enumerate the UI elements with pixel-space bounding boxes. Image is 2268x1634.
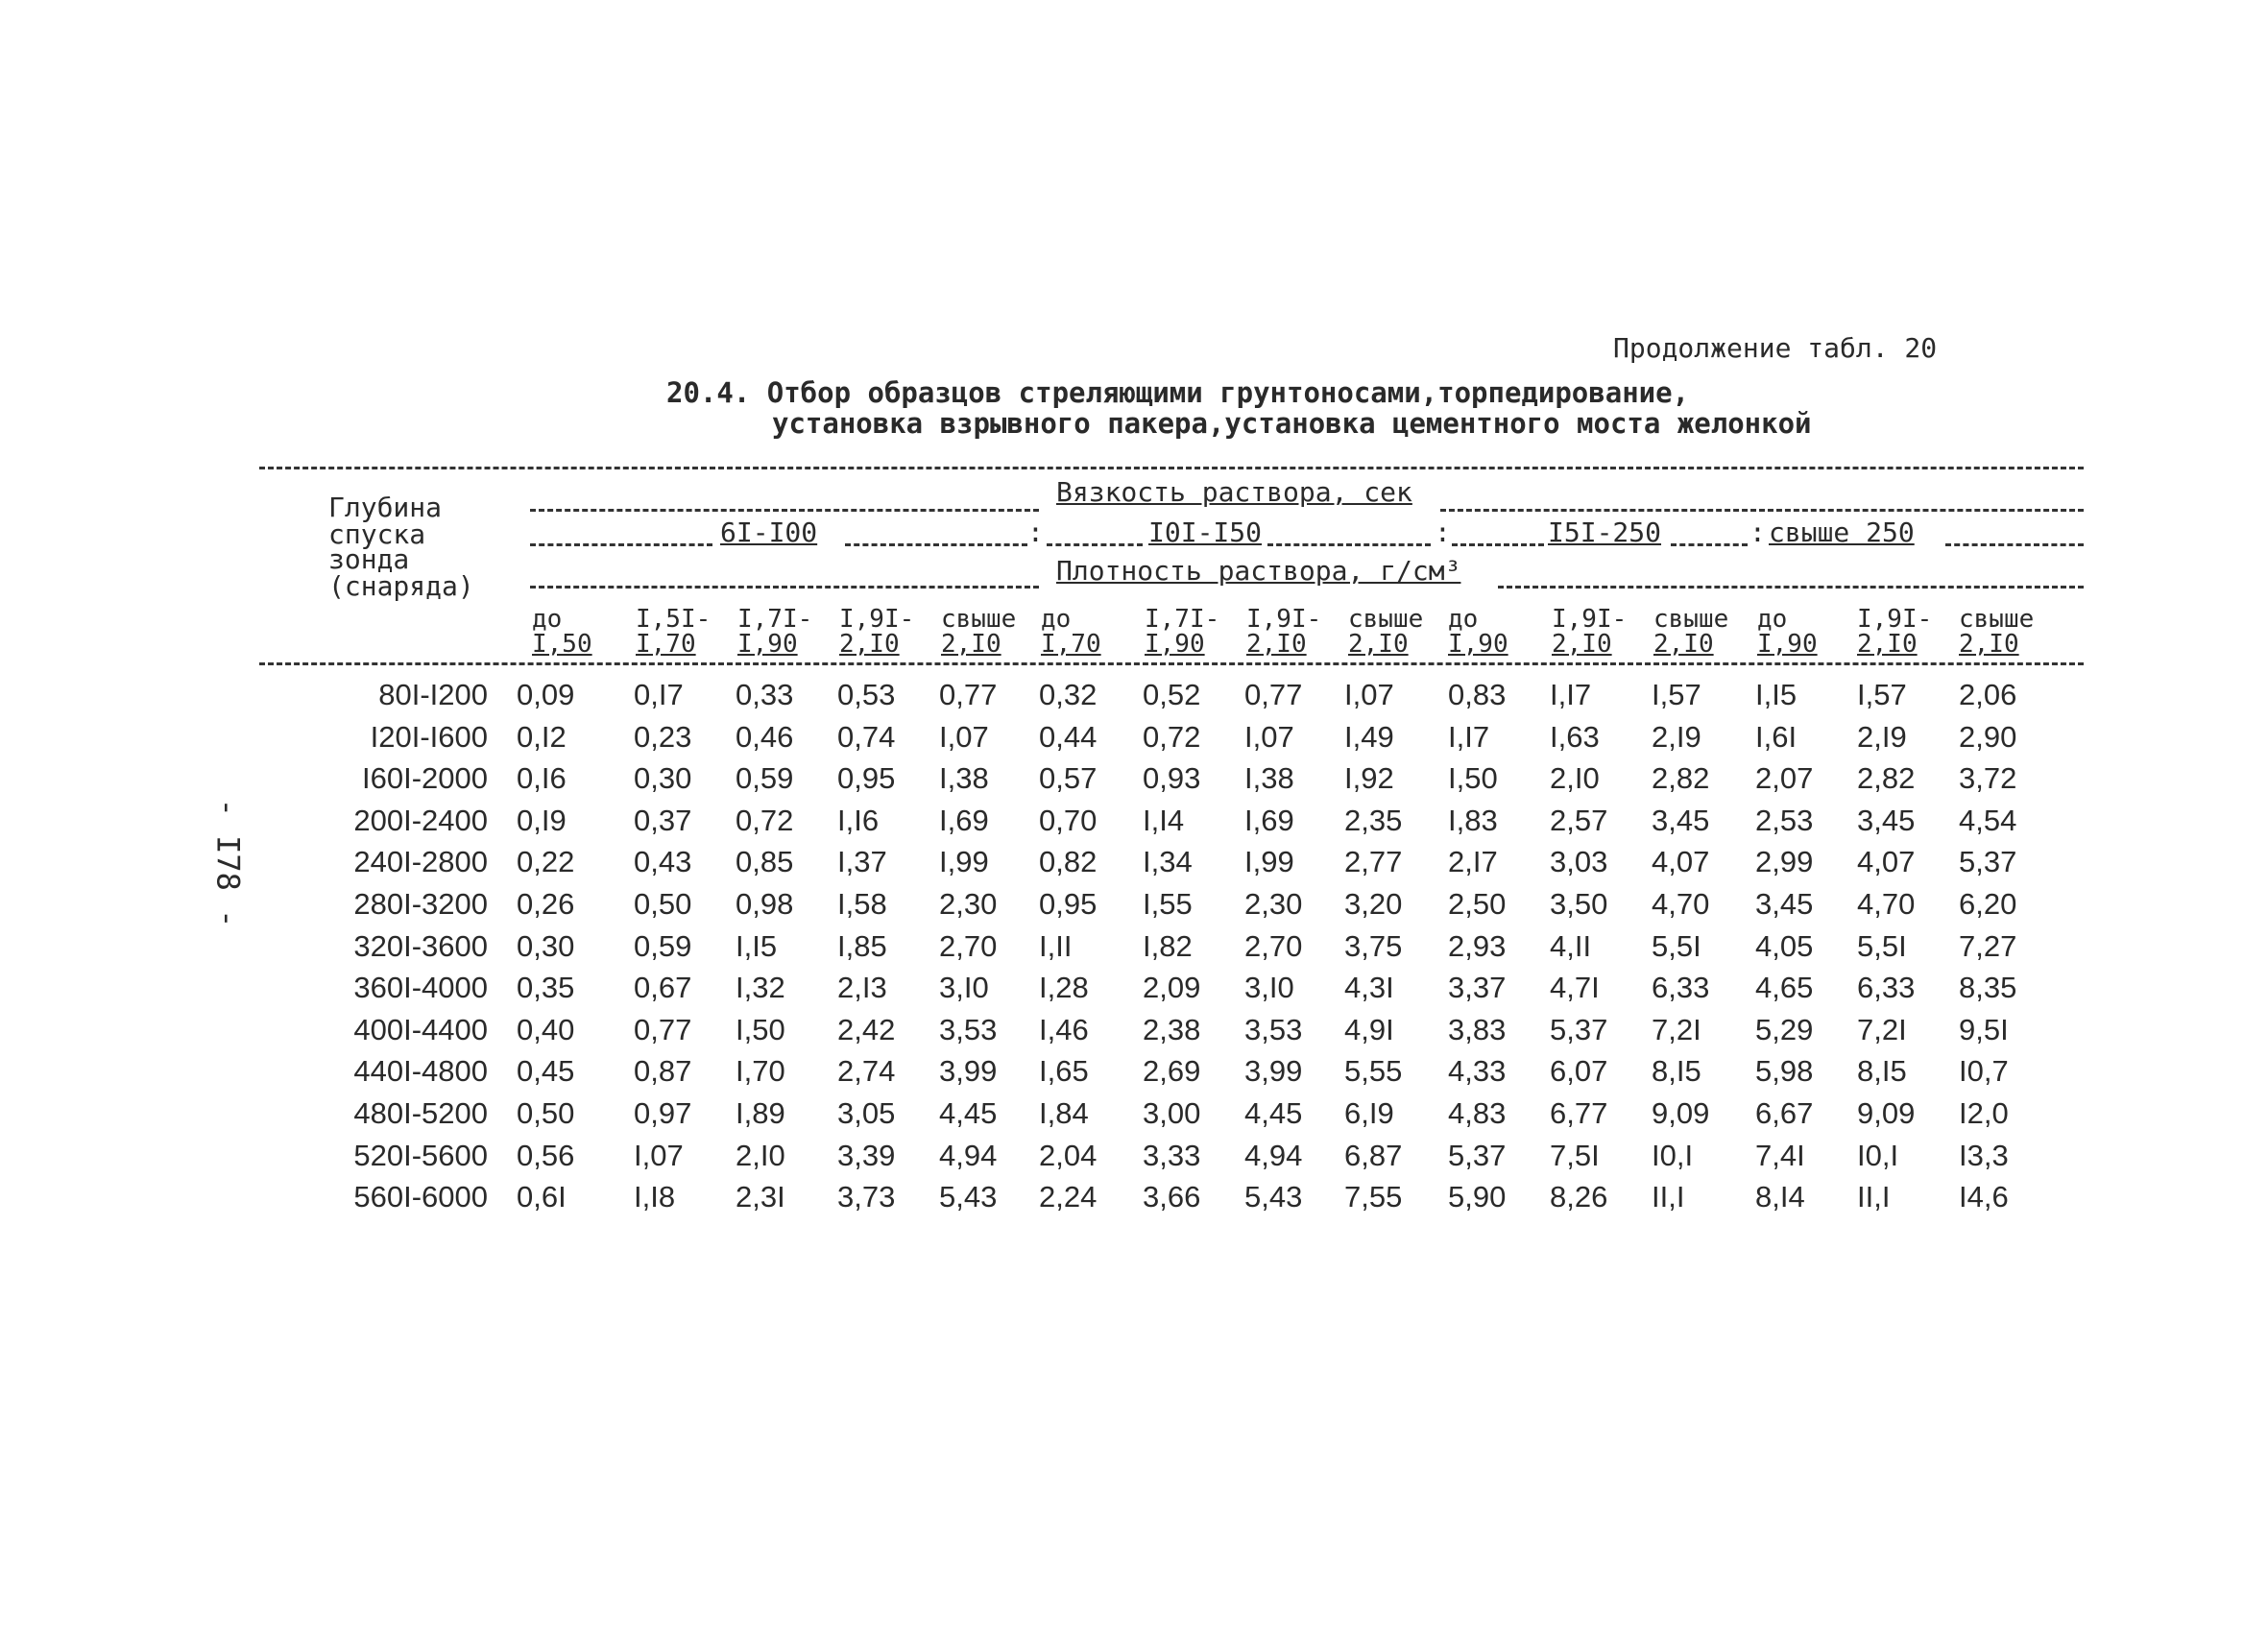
density-col: свыше 2,I0 [1653, 605, 1729, 659]
table-cell: I,28 [1039, 971, 1089, 1004]
table-cell: II,I [1857, 1180, 1891, 1213]
table-cell: 2,70 [939, 929, 998, 963]
table-cell: 2,06 [1959, 678, 2017, 711]
table-cell: 0,I2 [517, 720, 567, 754]
table-cell: 3,83 [1448, 1013, 1507, 1046]
table-cell: I,63 [1550, 720, 1600, 754]
table-cell: 4,33 [1448, 1054, 1507, 1088]
table-cell: I,57 [1857, 678, 1907, 711]
density-col: I,7I- I,90 [737, 605, 813, 659]
density-col: до I,70 [1041, 605, 1101, 659]
row-depth-label: 320I-3600 [353, 929, 488, 963]
density-col: свыше 2,I0 [1959, 605, 2035, 659]
density-col: до I,90 [1757, 605, 1818, 659]
row-depth-label: 80I-I200 [378, 678, 488, 711]
table-cell: I,82 [1143, 929, 1193, 963]
table-cell: I,49 [1344, 720, 1394, 754]
table-cell: 0,97 [634, 1096, 692, 1130]
table-cell: 5,5I [1857, 929, 1907, 963]
depth-header-line4: (снаряда) [328, 570, 474, 602]
table-cell: I,07 [1244, 720, 1294, 754]
table-cell: I,I6 [837, 804, 880, 837]
table-cell: 0,44 [1039, 720, 1098, 754]
table-cell: 2,3I [736, 1180, 785, 1213]
table-cell: 0,74 [837, 720, 896, 754]
table-cell: 6,I9 [1344, 1096, 1394, 1130]
table-cell: I,I5 [736, 929, 778, 963]
table-cell: 0,50 [517, 1096, 575, 1130]
table-cell: I,46 [1039, 1013, 1089, 1046]
group-separator-1: : [1027, 517, 1044, 548]
table-cell: 2,I3 [837, 971, 887, 1004]
continuation-label: Продолжение табл. 20 [1613, 332, 1938, 364]
header-bottom-rule [259, 662, 2084, 665]
table-cell: 6,33 [1652, 971, 1710, 1004]
group-rule-2 [845, 543, 1027, 546]
table-cell: I,37 [837, 845, 887, 878]
table-cell: 0,77 [634, 1013, 692, 1046]
table-cell: I,57 [1652, 678, 1701, 711]
table-cell: 6,87 [1344, 1139, 1403, 1172]
table-cell: 0,35 [517, 971, 575, 1004]
table-cell: I,84 [1039, 1096, 1089, 1130]
table-cell: I,I4 [1143, 804, 1185, 837]
table-cell: 0,77 [939, 678, 998, 711]
table-cell: 0,09 [517, 678, 575, 711]
table-cell: 5,5I [1652, 929, 1701, 963]
table-cell: 6,77 [1550, 1096, 1608, 1130]
table-cell: 0,59 [736, 761, 794, 795]
table-top-rule [259, 467, 2084, 469]
table-cell: 3,I0 [939, 971, 989, 1004]
table-cell: 4,II [1550, 929, 1592, 963]
table-cell: 2,07 [1755, 761, 1814, 795]
table-cell: 2,82 [1857, 761, 1916, 795]
table-cell: I,38 [1244, 761, 1294, 795]
table-cell: 4,9I [1344, 1013, 1394, 1046]
table-cell: 2,I9 [1857, 720, 1907, 754]
table-cell: I0,I [1652, 1139, 1694, 1172]
table-cell: 4,45 [1244, 1096, 1303, 1130]
table-cell: 8,I5 [1652, 1054, 1701, 1088]
table-cell: 4,3I [1344, 971, 1394, 1004]
table-cell: 4,70 [1857, 887, 1916, 921]
table-cell: 3,45 [1755, 887, 1814, 921]
group-rule-7 [1945, 543, 2084, 546]
table-cell: 7,2I [1857, 1013, 1907, 1046]
table-cell: 2,50 [1448, 887, 1507, 921]
table-cell: 2,70 [1244, 929, 1303, 963]
table-cell: 3,99 [1244, 1054, 1303, 1088]
table-cell: 3,75 [1344, 929, 1403, 963]
table-cell: I,69 [939, 804, 989, 837]
table-cell: I,50 [1448, 761, 1498, 795]
table-cell: 6,67 [1755, 1096, 1814, 1130]
table-cell: 2,38 [1143, 1013, 1201, 1046]
table-cell: 4,94 [939, 1139, 998, 1172]
table-cell: 3,73 [837, 1180, 896, 1213]
table-cell: 2,I9 [1652, 720, 1701, 754]
table-cell: 0,23 [634, 720, 692, 754]
table-cell: 2,57 [1550, 804, 1608, 837]
table-cell: 3,50 [1550, 887, 1608, 921]
viscosity-group-1: 6I-I00 [720, 517, 818, 548]
table-cell: 2,I0 [1550, 761, 1600, 795]
group-rule-4 [1267, 543, 1431, 546]
table-cell: 0,33 [736, 678, 794, 711]
viscosity-group-4: свыше 250 [1769, 517, 1915, 548]
table-cell: 0,93 [1143, 761, 1201, 795]
table-cell: 0,I6 [517, 761, 567, 795]
row-depth-label: 520I-5600 [353, 1139, 488, 1172]
table-cell: I,85 [837, 929, 887, 963]
table-cell: I,I7 [1550, 678, 1592, 711]
table-cell: 3,00 [1143, 1096, 1201, 1130]
table-cell: 0,53 [837, 678, 896, 711]
table-cell: I,83 [1448, 804, 1498, 837]
table-cell: 0,I9 [517, 804, 567, 837]
viscosity-group-3: I5I-250 [1548, 517, 1662, 548]
table-cell: 3,33 [1143, 1139, 1201, 1172]
table-cell: 3,I0 [1244, 971, 1294, 1004]
table-cell: 5,37 [1550, 1013, 1608, 1046]
density-rule-left [530, 586, 1039, 589]
row-depth-label: 240I-2800 [353, 845, 488, 878]
table-cell: 3,03 [1550, 845, 1608, 878]
density-col: свыше 2,I0 [1348, 605, 1424, 659]
table-cell: 9,09 [1857, 1096, 1916, 1130]
table-cell: 6,33 [1857, 971, 1916, 1004]
table-cell: 3,20 [1344, 887, 1403, 921]
density-col: до I,90 [1448, 605, 1508, 659]
table-cell: 5,98 [1755, 1054, 1814, 1088]
density-col: I,9I- 2,I0 [839, 605, 915, 659]
table-cell: 5,29 [1755, 1013, 1814, 1046]
table-cell: 3,66 [1143, 1180, 1201, 1213]
row-depth-label: 560I-6000 [353, 1180, 488, 1213]
table-cell: II,I [1652, 1180, 1685, 1213]
viscosity-rule-left [530, 509, 1039, 512]
table-cell: 0,32 [1039, 678, 1098, 711]
table-cell: 2,93 [1448, 929, 1507, 963]
table-cell: 2,90 [1959, 720, 2017, 754]
table-cell: I0,I [1857, 1139, 1899, 1172]
table-cell: I2,0 [1959, 1096, 2009, 1130]
table-cell: 8,I4 [1755, 1180, 1805, 1213]
table-cell: 0,98 [736, 887, 794, 921]
table-cell: 0,72 [1143, 720, 1201, 754]
table-cell: 7,4I [1755, 1139, 1805, 1172]
table-cell: 0,85 [736, 845, 794, 878]
table-cell: I,89 [736, 1096, 785, 1130]
table-cell: 0,59 [634, 929, 692, 963]
table-cell: 0,87 [634, 1054, 692, 1088]
density-col: до I,50 [532, 605, 592, 659]
table-cell: 2,53 [1755, 804, 1814, 837]
density-col: I,7I- I,90 [1145, 605, 1220, 659]
table-cell: 3,45 [1652, 804, 1710, 837]
table-cell: I,I5 [1755, 678, 1798, 711]
table-cell: 7,2I [1652, 1013, 1701, 1046]
table-cell: I,6I [1755, 720, 1798, 754]
group-separator-2: : [1435, 517, 1451, 548]
table-cell: 3,99 [939, 1054, 998, 1088]
table-cell: 3,53 [1244, 1013, 1303, 1046]
table-cell: 0,95 [1039, 887, 1098, 921]
table-cell: 0,70 [1039, 804, 1098, 837]
table-cell: 2,09 [1143, 971, 1201, 1004]
table-cell: 3,05 [837, 1096, 896, 1130]
viscosity-rule-right [1440, 509, 2084, 512]
page-number: - I78 - [209, 798, 247, 928]
table-cell: I,99 [939, 845, 989, 878]
group-rule-1 [530, 543, 712, 546]
table-cell: 2,24 [1039, 1180, 1098, 1213]
table-cell: 4,54 [1959, 804, 2017, 837]
viscosity-group-2: I0I-I50 [1148, 517, 1263, 548]
table-cell: 5,43 [1244, 1180, 1303, 1213]
table-cell: I,69 [1244, 804, 1294, 837]
table-cell: 3,72 [1959, 761, 2017, 795]
density-col: I,9I- 2,I0 [1857, 605, 1933, 659]
row-depth-label: I60I-2000 [362, 761, 488, 795]
table-cell: I,92 [1344, 761, 1394, 795]
table-cell: 5,90 [1448, 1180, 1507, 1213]
table-cell: 3,45 [1857, 804, 1916, 837]
table-cell: 0,56 [517, 1139, 575, 1172]
table-cell: 4,65 [1755, 971, 1814, 1004]
table-cell: 3,39 [837, 1139, 896, 1172]
table-cell: 2,35 [1344, 804, 1403, 837]
table-cell: 6,20 [1959, 887, 2017, 921]
table-cell: 9,5I [1959, 1013, 2009, 1046]
table-cell: 4,05 [1755, 929, 1814, 963]
table-cell: I,58 [837, 887, 887, 921]
table-cell: I,07 [1344, 678, 1394, 711]
table-cell: I,I8 [634, 1180, 676, 1213]
density-col: I,9I- 2,I0 [1552, 605, 1628, 659]
table-cell: 0,67 [634, 971, 692, 1004]
row-depth-label: 440I-4800 [353, 1054, 488, 1088]
table-cell: 0,77 [1244, 678, 1303, 711]
table-cell: I4,6 [1959, 1180, 2009, 1213]
table-cell: 4,07 [1652, 845, 1710, 878]
row-depth-label: 360I-4000 [353, 971, 488, 1004]
table-cell: 0,30 [517, 929, 575, 963]
table-cell: 4,7I [1550, 971, 1600, 1004]
group-rule-3 [1047, 543, 1143, 546]
table-cell: I,50 [736, 1013, 785, 1046]
table-cell: 7,5I [1550, 1139, 1600, 1172]
table-cell: 8,35 [1959, 971, 2017, 1004]
table-cell: I3,3 [1959, 1139, 2009, 1172]
table-cell: I,55 [1143, 887, 1193, 921]
table-cell: 0,6I [517, 1180, 567, 1213]
row-depth-label: 480I-5200 [353, 1096, 488, 1130]
table-title-line1: 20.4. Отбор образцов стреляющими грунтоносами,торпедирование, [666, 376, 1690, 409]
table-cell: 7,27 [1959, 929, 2017, 963]
table-cell: 2,30 [939, 887, 998, 921]
table-cell: I,07 [939, 720, 989, 754]
table-cell: 2,77 [1344, 845, 1403, 878]
table-cell: 0,46 [736, 720, 794, 754]
table-cell: I0,7 [1959, 1054, 2009, 1088]
table-cell: 0,45 [517, 1054, 575, 1088]
table-cell: 0,52 [1143, 678, 1201, 711]
table-cell: 5,37 [1959, 845, 2017, 878]
table-cell: 2,74 [837, 1054, 896, 1088]
row-depth-label: 280I-3200 [353, 887, 488, 921]
table-cell: I,65 [1039, 1054, 1089, 1088]
table-cell: I,34 [1143, 845, 1193, 878]
table-cell: I,99 [1244, 845, 1294, 878]
table-cell: 0,26 [517, 887, 575, 921]
table-cell: 4,45 [939, 1096, 998, 1130]
table-title-line2: установка взрывного пакера,установка цементного моста желонкой [772, 407, 1812, 440]
table-cell: I,II [1039, 929, 1073, 963]
table-cell: 2,30 [1244, 887, 1303, 921]
depth-header-line1: Глубина [328, 492, 443, 523]
row-depth-label: 200I-2400 [353, 804, 488, 837]
table-cell: 0,22 [517, 845, 575, 878]
table-cell: 0,95 [837, 761, 896, 795]
table-cell: 3,53 [939, 1013, 998, 1046]
table-cell: 2,42 [837, 1013, 896, 1046]
table-cell: 8,I5 [1857, 1054, 1907, 1088]
table-cell: I,07 [634, 1139, 684, 1172]
table-cell: 6,07 [1550, 1054, 1608, 1088]
depth-header-line3: зонда [328, 543, 410, 575]
group-rule-5 [1452, 543, 1544, 546]
viscosity-header: Вязкость раствора, сек [1056, 476, 1412, 508]
table-cell: 3,37 [1448, 971, 1507, 1004]
table-cell: 0,83 [1448, 678, 1507, 711]
table-cell: 7,55 [1344, 1180, 1403, 1213]
table-cell: 9,09 [1652, 1096, 1710, 1130]
table-cell: 2,69 [1143, 1054, 1201, 1088]
table-cell: 2,82 [1652, 761, 1710, 795]
group-separator-3: : [1749, 517, 1766, 548]
density-col: I,5I- I,70 [636, 605, 712, 659]
table-cell: 2,99 [1755, 845, 1814, 878]
table-cell: 4,83 [1448, 1096, 1507, 1130]
table-cell: 0,82 [1039, 845, 1098, 878]
table-cell: I,I7 [1448, 720, 1490, 754]
table-cell: 0,72 [736, 804, 794, 837]
table-cell: 0,37 [634, 804, 692, 837]
density-col: I,9I- 2,I0 [1246, 605, 1322, 659]
table-cell: 0,I7 [634, 678, 684, 711]
table-cell: I,32 [736, 971, 785, 1004]
table-cell: 5,43 [939, 1180, 998, 1213]
density-header: Плотность раствора, г/см³ [1056, 555, 1461, 587]
row-depth-label: 400I-4400 [353, 1013, 488, 1046]
group-rule-6 [1671, 543, 1748, 546]
table-cell: I,38 [939, 761, 989, 795]
table-cell: 4,70 [1652, 887, 1710, 921]
table-cell: 5,55 [1344, 1054, 1403, 1088]
table-cell: 5,37 [1448, 1139, 1507, 1172]
table-cell: 0,57 [1039, 761, 1098, 795]
table-cell: 0,43 [634, 845, 692, 878]
density-rule-right [1498, 586, 2084, 589]
table-cell: 0,50 [634, 887, 692, 921]
table-cell: 2,I7 [1448, 845, 1498, 878]
depth-header-line2: спуска [328, 518, 426, 550]
table-cell: 0,30 [634, 761, 692, 795]
table-cell: 2,04 [1039, 1139, 1098, 1172]
table-cell: 0,40 [517, 1013, 575, 1046]
table-cell: 4,07 [1857, 845, 1916, 878]
table-cell: 4,94 [1244, 1139, 1303, 1172]
table-cell: I,70 [736, 1054, 785, 1088]
table-cell: 2,I0 [736, 1139, 785, 1172]
density-col: свыше 2,I0 [941, 605, 1017, 659]
table-cell: 8,26 [1550, 1180, 1608, 1213]
row-depth-label: I20I-I600 [370, 720, 488, 754]
